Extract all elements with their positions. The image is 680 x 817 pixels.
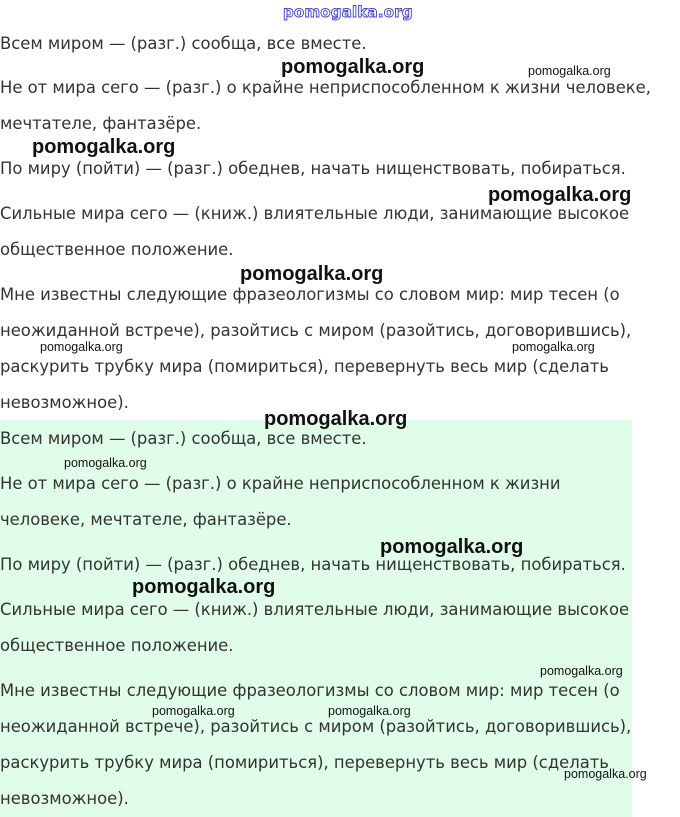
- text-line: Не от мира сего — (разг.) о крайне неприспособленном к жизни человеке,: [0, 78, 651, 97]
- watermark: pomogalka.org: [380, 536, 524, 558]
- text-line: общественное положение.: [0, 240, 234, 259]
- text-line: По миру (пойти) — (разг.) обеднев, начать нищенствовать, побираться.: [0, 555, 626, 574]
- text-line: Сильные мира сего — (книж.) влиятельные люди, занимающие высокое: [0, 204, 630, 223]
- watermark: pomogalka.org: [488, 184, 632, 206]
- text-line: общественное положение.: [0, 636, 234, 655]
- text-line: По миру (пойти) — (разг.) обеднев, начать нищенствовать, побираться.: [0, 159, 626, 178]
- watermark: pomogalka.org: [240, 263, 384, 285]
- watermark: pomogalka.org: [564, 767, 647, 781]
- watermark: pomogalka.org: [40, 340, 123, 354]
- text-line: раскурить трубку мира (помириться), перевернуть весь мир (сделать: [0, 357, 609, 376]
- site-logo[interactable]: pomogalka.org: [283, 3, 413, 21]
- text-line: Всем миром — (разг.) сообща, все вместе.: [0, 429, 367, 448]
- text-line: Мне известны следующие фразеологизмы со словом мир: мир тесен (о: [0, 285, 620, 304]
- watermark: pomogalka.org: [281, 56, 425, 78]
- watermark: pomogalka.org: [64, 456, 147, 470]
- watermark: pomogalka.org: [512, 340, 595, 354]
- watermark: pomogalka.org: [528, 64, 611, 78]
- watermark: pomogalka.org: [540, 664, 623, 678]
- text-line: человеке, мечтателе, фантазёре.: [0, 510, 292, 529]
- text-line: неожиданной встрече), разойтись с миром (разойтись, договорившись),: [0, 321, 632, 340]
- watermark: pomogalka.org: [32, 136, 176, 158]
- text-line: Всем миром — (разг.) сообща, все вместе.: [0, 34, 367, 53]
- text-line: мечтателе, фантазёре.: [0, 114, 202, 133]
- text-line: Сильные мира сего — (книж.) влиятельные люди, занимающие высокое: [0, 600, 630, 619]
- watermark: pomogalka.org: [264, 408, 408, 430]
- watermark: pomogalka.org: [132, 576, 276, 598]
- text-line: невозможное).: [0, 789, 129, 808]
- text-line: невозможное).: [0, 393, 129, 412]
- text-line: Не от мира сего — (разг.) о крайне неприспособленном к жизни: [0, 474, 561, 493]
- text-line: Мне известны следующие фразеологизмы со словом мир: мир тесен (о: [0, 681, 620, 700]
- text-line: неожиданной встрече), разойтись с миром (разойтись, договорившись),: [0, 717, 632, 736]
- watermark: pomogalka.org: [328, 704, 411, 718]
- watermark: pomogalka.org: [152, 704, 235, 718]
- text-line: раскурить трубку мира (помириться), перевернуть весь мир (сделать: [0, 753, 609, 772]
